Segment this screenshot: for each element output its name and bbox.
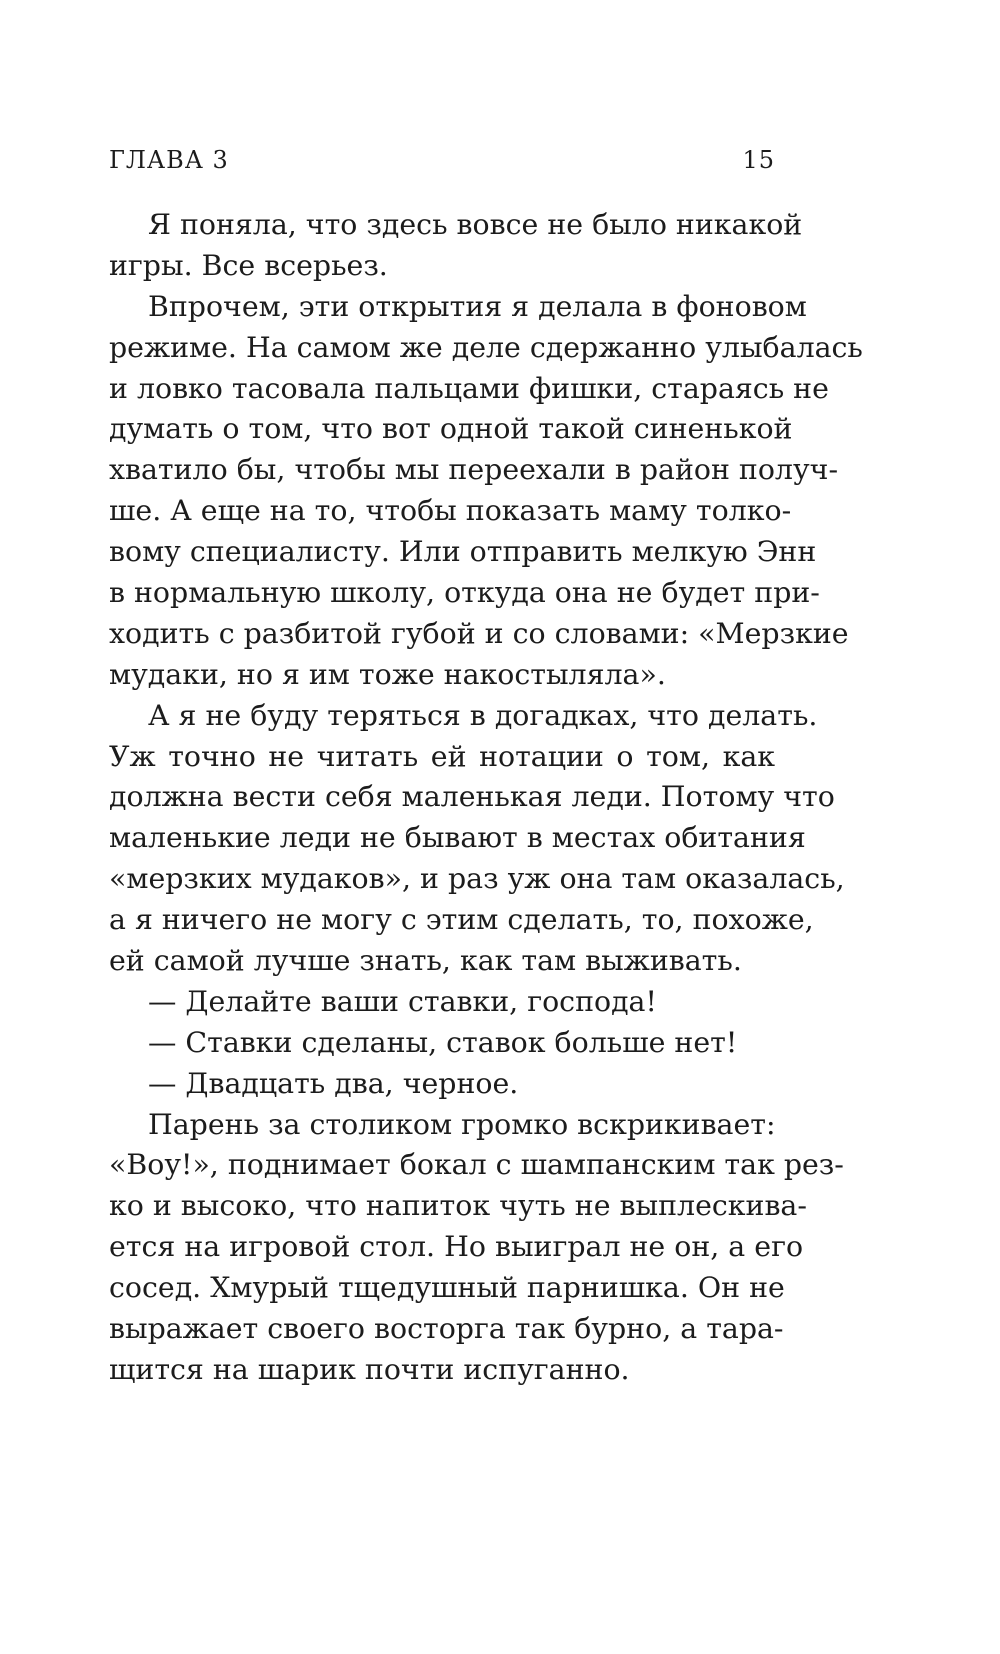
text-line: ше. А еще на то, чтобы показать маму толко-	[109, 494, 792, 528]
text-line: и ловко тасовала пальцами фишки, стараясь не	[109, 371, 829, 405]
text-line: в нормальную школу, откуда она не будет при-	[109, 576, 820, 610]
text-line: «Воу!», поднимает бокал с шампанским так рез-	[109, 1148, 844, 1182]
text-line: должна вести себя маленькая леди. Потому что	[109, 780, 835, 814]
dialogue-line: — Делайте ваши ставки, господа!	[148, 984, 657, 1018]
text-line: думать о том, что вот одной такой синенькой	[109, 412, 793, 446]
text-line: щится на шарик почти испуганно.	[109, 1352, 630, 1386]
text-line: а я ничего не могу с этим сделать, то, похоже,	[109, 903, 814, 937]
page-number: 15	[742, 146, 775, 174]
text-line: мудаки, но я им тоже накостыляла».	[109, 657, 666, 691]
text-line: маленькие леди не бывают в местах обитания	[109, 821, 806, 855]
text-line: режиме. На самом же деле сдержанно улыбалась	[109, 330, 863, 364]
text-line: А я не буду теряться в догадках, что делать.	[148, 698, 818, 732]
running-head	[109, 143, 775, 177]
text-line: выражает своего восторга так бурно, а тара-	[109, 1312, 784, 1346]
text-line: «мерзких мудаков», и раз уж она там оказалась,	[109, 862, 845, 896]
text-line: Уж точно не читать ей нотации о том, как	[109, 739, 775, 773]
text-line: Я поняла, что здесь вовсе не было никакой	[148, 208, 803, 241]
text-line: ется на игровой стол. Но выиграл не он, а его	[109, 1230, 804, 1264]
text-line: ко и высоко, что напиток чуть не выплескива-	[109, 1189, 807, 1223]
chapter-label: ГЛАВА 3	[109, 146, 229, 174]
text-line: хватило бы, чтобы мы переехали в район получ-	[109, 453, 839, 487]
text-line: вому специалисту. Или отправить мелкую Энн	[109, 535, 817, 569]
dialogue-line: — Ставки сделаны, ставок больше нет!	[148, 1025, 738, 1059]
text-line: сосед. Хмурый тщедушный парнишка. Он не	[109, 1271, 785, 1305]
body-text	[109, 205, 863, 1391]
text-line: ходить с разбитой губой и со словами: «Мерзкие	[109, 616, 849, 650]
text-line: Впрочем, эти открытия я делала в фоновом	[148, 289, 807, 323]
text-line: Парень за столиком громко вскрикивает:	[148, 1107, 776, 1141]
text-line: ей самой лучше знать, как там выживать.	[109, 944, 742, 978]
dialogue-line: — Двадцать два, черное.	[148, 1066, 519, 1100]
text-line: игры. Все всерьез.	[109, 248, 388, 282]
